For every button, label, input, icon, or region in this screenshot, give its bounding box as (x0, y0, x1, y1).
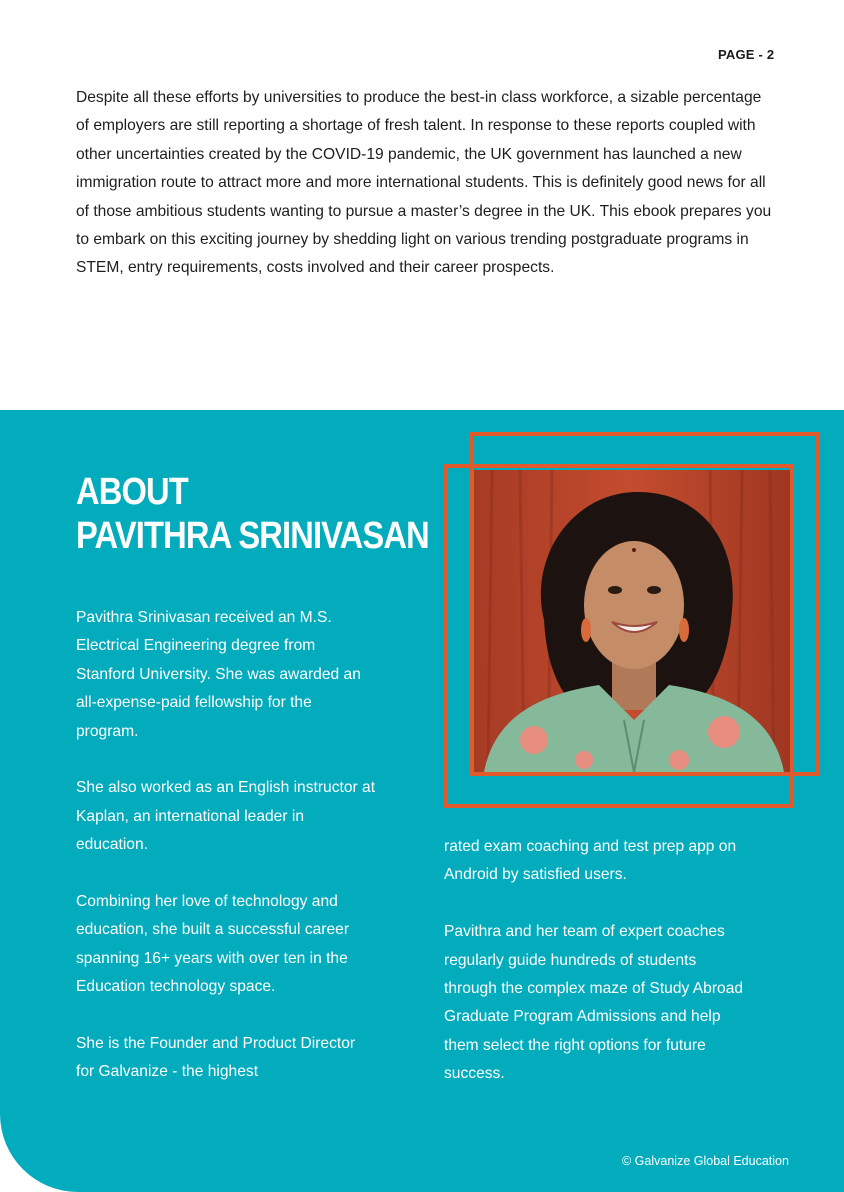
about-right-column (444, 833, 744, 1117)
bio-paragraph: She also worked as an English instructor at Kaplan, an international leader in education. (76, 779, 376, 854)
bio-paragraph: She is the Founder and Product Director for Galvanize - the highest (76, 1035, 356, 1081)
footer-copyright: © Galvanize Global Education (622, 1154, 789, 1168)
page-number: PAGE - 2 (718, 47, 775, 62)
portrait-photo (474, 470, 790, 772)
bio-paragraph: rated exam coaching and test prep app on Android by satisfied users. (444, 838, 737, 884)
about-left-column (76, 604, 376, 1115)
bio-paragraph: Pavithra and her team of expert coaches regularly guide hundreds of students through the complex maze of Study Abroad Graduate Program Admissions and help them select the right options for future success. (444, 923, 744, 1083)
intro-paragraph: Despite all these efforts by universities to produce the best-in class workforce, a sizable percentage of employers are still reporting a shortage of fresh talent. In response to these reports coupled with other uncertainties created by the COVID-19 pandemic, the UK government has launched a new immigration route to attract more and more international students. This is definitely good news for all of those ambitious students wanting to pursue a master’s degree in the UK. This ebook prepares you to embark on this exciting journey by shedding light on various trending postgraduate programs in STEM, entry requirements, costs involved and their career prospects. (76, 89, 772, 277)
about-heading (76, 470, 429, 558)
about-heading-line-1: ABOUT (76, 471, 188, 513)
bio-paragraph: Pavithra Srinivasan received an M.S. Electrical Engineering degree from Stanford University. She was awarded an all-expense-paid fellowship for the program. (76, 609, 361, 740)
about-heading-line-2: PAVITHRA SRINIVASAN (76, 515, 429, 557)
bio-paragraph: Combining her love of technology and education, she built a successful career spanning 16+ years with over ten in the Education technology space. (76, 893, 350, 996)
